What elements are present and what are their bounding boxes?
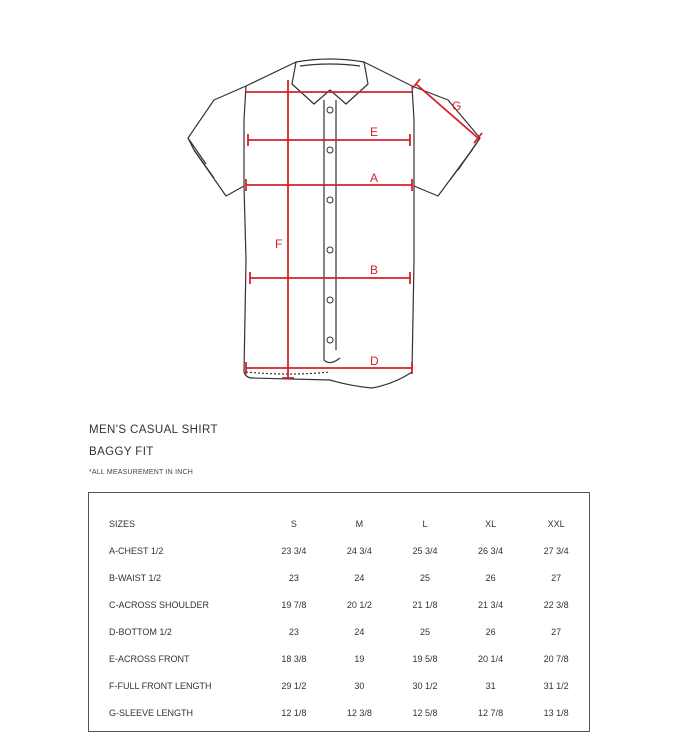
cell: 24: [354, 626, 365, 637]
row-label: F-FULL FRONT LENGTH: [109, 680, 212, 691]
cell: 12 3/8: [346, 707, 372, 718]
cell: 12 5/8: [412, 707, 438, 718]
cell: 23 3/4: [281, 545, 307, 556]
size-xl: XL: [485, 519, 497, 529]
row-label: D-BOTTOM 1/2: [109, 626, 172, 637]
button-3: [327, 197, 333, 203]
cell: 26: [485, 626, 496, 637]
cell: 12 7/8: [478, 707, 504, 718]
row-label: G-SLEEVE LENGTH: [109, 707, 194, 718]
row-label: B-WAIST 1/2: [109, 572, 162, 583]
cell: 19 5/8: [412, 653, 438, 664]
cell: 24 3/4: [346, 545, 372, 556]
button-4: [327, 247, 333, 253]
left-sleeve-outline: [188, 86, 246, 196]
measurement-note: *ALL MEASUREMENT IN INCH: [89, 469, 193, 476]
cell: 22 3/8: [543, 599, 569, 610]
cell: 30: [354, 680, 365, 691]
cell: 19 7/8: [281, 599, 307, 610]
table-row-sleeve: [109, 699, 589, 726]
label-d: D: [370, 354, 379, 368]
row-label: E-ACROSS FRONT: [109, 653, 190, 664]
cell: 31: [485, 680, 496, 691]
cell: 18 3/8: [281, 653, 307, 664]
cell: 25 3/4: [412, 545, 438, 556]
row-label: A-CHEST 1/2: [109, 545, 164, 556]
size-m: M: [355, 519, 364, 529]
label-g: G: [452, 99, 462, 113]
size-header-row: [109, 511, 589, 537]
cell: 20 7/8: [543, 653, 569, 664]
label-f: F: [275, 237, 283, 251]
size-chart: [88, 492, 590, 732]
cell: 21 3/4: [478, 599, 504, 610]
table-row-front: [109, 645, 589, 672]
table-row-bottom: [109, 618, 589, 645]
cell: 12 1/8: [281, 707, 307, 718]
cell: 26 3/4: [478, 545, 504, 556]
label-a: A: [370, 171, 379, 185]
buttons: [327, 107, 333, 343]
size-s: S: [290, 519, 297, 529]
sizes-header: SIZES: [109, 519, 136, 529]
measure-line-g: [416, 84, 478, 138]
cell: 27: [551, 626, 562, 637]
cell: 20 1/4: [478, 653, 504, 664]
cell: 21 1/8: [412, 599, 438, 610]
table-row-waist: [109, 564, 589, 591]
label-e: E: [370, 125, 379, 139]
measurement-lines: [246, 79, 482, 378]
cell: 20 1/2: [346, 599, 372, 610]
cell: 23: [288, 626, 299, 637]
label-b: B: [370, 263, 379, 277]
table-row-shoulder: [109, 591, 589, 618]
row-label: C-ACROSS SHOULDER: [109, 599, 210, 610]
button-6: [327, 337, 333, 343]
collar-band: [300, 64, 360, 66]
cell: 13 1/8: [543, 707, 569, 718]
cell: 25: [419, 572, 430, 583]
cell: 29 1/2: [281, 680, 307, 691]
cell: 30 1/2: [412, 680, 438, 691]
cell: 26: [485, 572, 496, 583]
button-2: [327, 147, 333, 153]
left-cuff: [188, 138, 214, 178]
right-sleeve-outline: [412, 86, 480, 196]
product-title: MEN'S CASUAL SHIRT: [89, 424, 218, 436]
product-titles: [89, 419, 218, 463]
button-1: [327, 107, 333, 113]
table-row-length: [109, 672, 589, 699]
right-cuff: [450, 138, 480, 180]
size-xxl: XXL: [547, 519, 565, 529]
cell: 24: [354, 572, 365, 583]
cell: 27 3/4: [543, 545, 569, 556]
size-l: L: [422, 519, 428, 529]
size-table: [109, 511, 589, 726]
cell: 27: [551, 572, 562, 583]
cell: 23: [288, 572, 299, 583]
cell: 31 1/2: [543, 680, 569, 691]
table-row-chest: [109, 537, 589, 564]
cell: 25: [419, 626, 430, 637]
button-5: [327, 297, 333, 303]
product-fit: BAGGY FIT: [89, 446, 154, 458]
cell: 19: [354, 653, 365, 664]
